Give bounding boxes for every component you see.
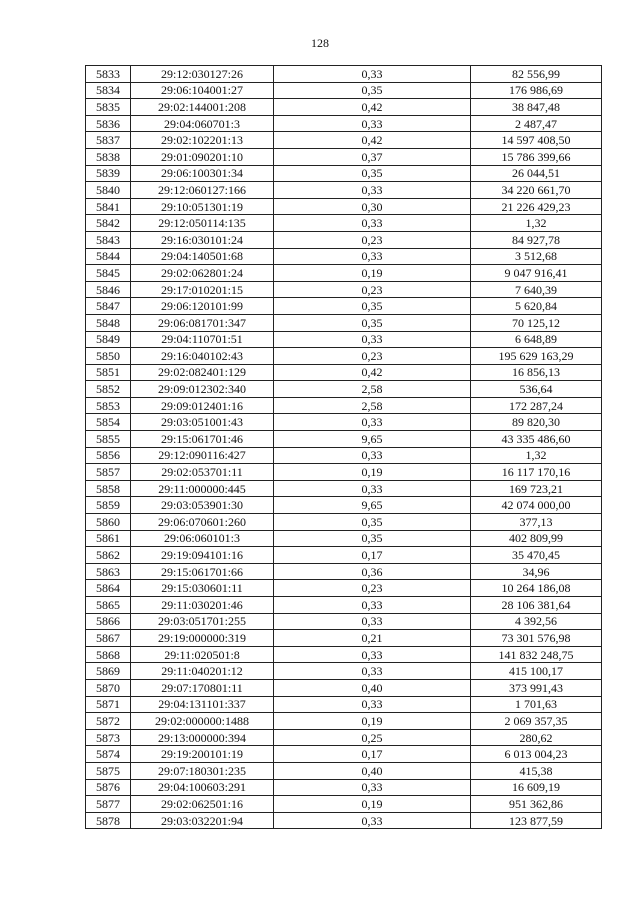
cadastral-number-cell: 29:04:131101:337 — [131, 696, 274, 713]
table-row — [86, 99, 602, 116]
cadastral-value-cell: 536,64 — [471, 381, 602, 398]
rate-cell: 0,33 — [274, 414, 471, 431]
cadastral-value-cell: 7 640,39 — [471, 281, 602, 298]
rate-cell: 0,33 — [274, 696, 471, 713]
cadastral-number-cell: 29:03:032201:94 — [131, 812, 274, 829]
cadastral-number-cell: 29:06:060101:3 — [131, 530, 274, 547]
row-number-cell: 5839 — [86, 165, 131, 182]
rate-cell: 0,33 — [274, 597, 471, 614]
table-row — [86, 779, 602, 796]
cadastral-number-cell: 29:02:000000:1488 — [131, 713, 274, 730]
cadastral-value-cell: 195 629 163,29 — [471, 348, 602, 365]
cadastral-number-cell: 29:12:030127:26 — [131, 66, 274, 83]
cadastral-value-cell: 43 335 486,60 — [471, 431, 602, 448]
row-number-cell: 5869 — [86, 663, 131, 680]
cadastral-value-cell: 176 986,69 — [471, 82, 602, 99]
cadastral-value-cell: 16 856,13 — [471, 364, 602, 381]
row-number-cell: 5876 — [86, 779, 131, 796]
row-number-cell: 5850 — [86, 348, 131, 365]
row-number-cell: 5840 — [86, 182, 131, 199]
row-number-cell: 5833 — [86, 66, 131, 83]
row-number-cell: 5873 — [86, 729, 131, 746]
cadastral-value-cell: 82 556,99 — [471, 66, 602, 83]
cadastral-number-cell: 29:02:062801:24 — [131, 265, 274, 282]
rate-cell: 0,17 — [274, 746, 471, 763]
table-row — [86, 597, 602, 614]
cadastral-value-cell: 5 620,84 — [471, 298, 602, 315]
cadastral-value-cell: 15 786 399,66 — [471, 148, 602, 165]
row-number-cell: 5859 — [86, 497, 131, 514]
rate-cell: 0,23 — [274, 281, 471, 298]
cadastral-value-cell: 42 074 000,00 — [471, 497, 602, 514]
table-row — [86, 663, 602, 680]
table-row — [86, 796, 602, 813]
table-row — [86, 431, 602, 448]
row-number-cell: 5847 — [86, 298, 131, 315]
row-number-cell: 5846 — [86, 281, 131, 298]
table-row — [86, 696, 602, 713]
cadastral-value-cell: 169 723,21 — [471, 480, 602, 497]
table-row — [86, 165, 602, 182]
table-row — [86, 182, 602, 199]
cadastral-value-cell: 123 877,59 — [471, 812, 602, 829]
cadastral-number-cell: 29:04:060701:3 — [131, 115, 274, 132]
row-number-cell: 5867 — [86, 630, 131, 647]
cadastral-number-cell: 29:15:030601:11 — [131, 580, 274, 597]
rate-cell: 0,42 — [274, 364, 471, 381]
rate-cell: 9,65 — [274, 431, 471, 448]
rate-cell: 2,58 — [274, 381, 471, 398]
rate-cell: 0,33 — [274, 480, 471, 497]
table-row — [86, 132, 602, 149]
cadastral-number-cell: 29:10:051301:19 — [131, 198, 274, 215]
row-number-cell: 5857 — [86, 464, 131, 481]
row-number-cell: 5871 — [86, 696, 131, 713]
cadastral-value-cell: 141 832 248,75 — [471, 646, 602, 663]
table-row — [86, 397, 602, 414]
table-row — [86, 148, 602, 165]
rate-cell: 0,36 — [274, 563, 471, 580]
rate-cell: 0,21 — [274, 630, 471, 647]
cadastral-number-cell: 29:02:062501:16 — [131, 796, 274, 813]
cadastral-number-cell: 29:04:100603:291 — [131, 779, 274, 796]
cadastral-number-cell: 29:04:140501:68 — [131, 248, 274, 265]
cadastral-number-cell: 29:12:050114:135 — [131, 215, 274, 232]
rate-cell: 0,33 — [274, 447, 471, 464]
cadastral-number-cell: 29:07:180301:235 — [131, 762, 274, 779]
table-row — [86, 348, 602, 365]
cadastral-value-cell: 84 927,78 — [471, 231, 602, 248]
cadastral-number-cell: 29:12:060127:166 — [131, 182, 274, 199]
cadastral-value-cell: 415,38 — [471, 762, 602, 779]
rate-cell: 0,35 — [274, 514, 471, 531]
row-number-cell: 5854 — [86, 414, 131, 431]
rate-cell: 0,17 — [274, 547, 471, 564]
row-number-cell: 5858 — [86, 480, 131, 497]
row-number-cell: 5841 — [86, 198, 131, 215]
rate-cell: 0,23 — [274, 231, 471, 248]
table-row — [86, 281, 602, 298]
cadastral-number-cell: 29:06:081701:347 — [131, 314, 274, 331]
table-row — [86, 713, 602, 730]
cadastral-number-cell: 29:15:061701:66 — [131, 563, 274, 580]
row-number-cell: 5856 — [86, 447, 131, 464]
row-number-cell: 5863 — [86, 563, 131, 580]
rate-cell: 0,35 — [274, 530, 471, 547]
cadastral-value-cell: 1,32 — [471, 447, 602, 464]
row-number-cell: 5843 — [86, 231, 131, 248]
cadastral-number-cell: 29:19:094101:16 — [131, 547, 274, 564]
row-number-cell: 5834 — [86, 82, 131, 99]
cadastral-number-cell: 29:07:170801:11 — [131, 679, 274, 696]
cadastral-number-cell: 29:06:100301:34 — [131, 165, 274, 182]
cadastral-value-cell: 26 044,51 — [471, 165, 602, 182]
cadastral-value-cell: 28 106 381,64 — [471, 597, 602, 614]
table-row — [86, 464, 602, 481]
table-row — [86, 231, 602, 248]
table-row — [86, 514, 602, 531]
cadastral-number-cell: 29:02:053701:11 — [131, 464, 274, 481]
row-number-cell: 5862 — [86, 547, 131, 564]
cadastral-number-cell: 29:11:030201:46 — [131, 597, 274, 614]
rate-cell: 0,33 — [274, 115, 471, 132]
table-row — [86, 812, 602, 829]
cadastral-value-cell: 21 226 429,23 — [471, 198, 602, 215]
cadastral-number-cell: 29:03:053901:30 — [131, 497, 274, 514]
table-row — [86, 265, 602, 282]
cadastral-number-cell: 29:04:110701:51 — [131, 331, 274, 348]
cadastral-value-cell: 89 820,30 — [471, 414, 602, 431]
cadastral-value-cell: 6 648,89 — [471, 331, 602, 348]
cadastral-number-cell: 29:15:061701:46 — [131, 431, 274, 448]
rate-cell: 0,40 — [274, 679, 471, 696]
row-number-cell: 5878 — [86, 812, 131, 829]
cadastral-value-cell: 34,96 — [471, 563, 602, 580]
table-row — [86, 82, 602, 99]
row-number-cell: 5877 — [86, 796, 131, 813]
table-row — [86, 198, 602, 215]
cadastral-value-cell: 16 609,19 — [471, 779, 602, 796]
cadastral-value-cell: 34 220 661,70 — [471, 182, 602, 199]
table-row — [86, 248, 602, 265]
row-number-cell: 5875 — [86, 762, 131, 779]
cadastral-number-cell: 29:13:000000:394 — [131, 729, 274, 746]
table-row — [86, 298, 602, 315]
cadastral-number-cell: 29:11:000000:445 — [131, 480, 274, 497]
row-number-cell: 5853 — [86, 397, 131, 414]
cadastral-value-cell: 951 362,86 — [471, 796, 602, 813]
table-row — [86, 215, 602, 232]
rate-cell: 0,19 — [274, 796, 471, 813]
row-number-cell: 5861 — [86, 530, 131, 547]
cadastral-number-cell: 29:01:090201:10 — [131, 148, 274, 165]
rate-cell: 0,33 — [274, 182, 471, 199]
cadastral-number-cell: 29:16:030101:24 — [131, 231, 274, 248]
rate-cell: 0,25 — [274, 729, 471, 746]
table-row — [86, 381, 602, 398]
row-number-cell: 5836 — [86, 115, 131, 132]
cadastral-number-cell: 29:11:040201:12 — [131, 663, 274, 680]
row-number-cell: 5844 — [86, 248, 131, 265]
rate-cell: 0,33 — [274, 613, 471, 630]
cadastral-number-cell: 29:06:104001:27 — [131, 82, 274, 99]
table-row — [86, 480, 602, 497]
rate-cell: 0,33 — [274, 779, 471, 796]
row-number-cell: 5835 — [86, 99, 131, 116]
row-number-cell: 5872 — [86, 713, 131, 730]
row-number-cell: 5851 — [86, 364, 131, 381]
rate-cell: 0,35 — [274, 314, 471, 331]
row-number-cell: 5852 — [86, 381, 131, 398]
rate-cell: 0,23 — [274, 348, 471, 365]
cadastral-value-cell: 38 847,48 — [471, 99, 602, 116]
page-number: 128 — [311, 36, 329, 50]
table-row — [86, 746, 602, 763]
rate-cell: 0,19 — [274, 464, 471, 481]
table-row — [86, 630, 602, 647]
cadastral-value-cell: 377,13 — [471, 514, 602, 531]
cadastral-value-cell: 6 013 004,23 — [471, 746, 602, 763]
cadastral-value-table — [85, 65, 602, 829]
cadastral-number-cell: 29:16:040102:43 — [131, 348, 274, 365]
row-number-cell: 5842 — [86, 215, 131, 232]
row-number-cell: 5837 — [86, 132, 131, 149]
cadastral-value-cell: 14 597 408,50 — [471, 132, 602, 149]
rate-cell: 0,30 — [274, 198, 471, 215]
cadastral-number-cell: 29:06:120101:99 — [131, 298, 274, 315]
table-row — [86, 364, 602, 381]
cadastral-value-cell: 9 047 916,41 — [471, 265, 602, 282]
cadastral-number-cell: 29:03:051001:43 — [131, 414, 274, 431]
cadastral-number-cell: 29:17:010201:15 — [131, 281, 274, 298]
cadastral-number-cell: 29:19:000000:319 — [131, 630, 274, 647]
rate-cell: 0,35 — [274, 298, 471, 315]
table-row — [86, 115, 602, 132]
rate-cell: 0,33 — [274, 215, 471, 232]
table-row — [86, 447, 602, 464]
cadastral-number-cell: 29:09:012302:340 — [131, 381, 274, 398]
cadastral-number-cell: 29:11:020501:8 — [131, 646, 274, 663]
cadastral-value-cell: 2 487,47 — [471, 115, 602, 132]
rate-cell: 0,42 — [274, 132, 471, 149]
table-row — [86, 314, 602, 331]
cadastral-number-cell: 29:02:102201:13 — [131, 132, 274, 149]
table-row — [86, 762, 602, 779]
cadastral-value-cell: 415 100,17 — [471, 663, 602, 680]
rate-cell: 0,33 — [274, 646, 471, 663]
rate-cell: 0,42 — [274, 99, 471, 116]
cadastral-number-cell: 29:02:144001:208 — [131, 99, 274, 116]
row-number-cell: 5855 — [86, 431, 131, 448]
table-row — [86, 646, 602, 663]
cadastral-value-cell: 1 701,63 — [471, 696, 602, 713]
cadastral-number-cell: 29:12:090116:427 — [131, 447, 274, 464]
rate-cell: 0,33 — [274, 66, 471, 83]
cadastral-value-cell: 172 287,24 — [471, 397, 602, 414]
cadastral-number-cell: 29:19:200101:19 — [131, 746, 274, 763]
row-number-cell: 5874 — [86, 746, 131, 763]
rate-cell: 0,23 — [274, 580, 471, 597]
table-row — [86, 580, 602, 597]
cadastral-value-cell: 35 470,45 — [471, 547, 602, 564]
cadastral-value-cell: 402 809,99 — [471, 530, 602, 547]
row-number-cell: 5845 — [86, 265, 131, 282]
cadastral-number-cell: 29:09:012401:16 — [131, 397, 274, 414]
row-number-cell: 5868 — [86, 646, 131, 663]
cadastral-value-cell: 2 069 357,35 — [471, 713, 602, 730]
table-row — [86, 530, 602, 547]
table-body — [86, 66, 602, 829]
cadastral-value-cell: 1,32 — [471, 215, 602, 232]
row-number-cell: 5860 — [86, 514, 131, 531]
row-number-cell: 5865 — [86, 597, 131, 614]
cadastral-number-cell: 29:06:070601:260 — [131, 514, 274, 531]
cadastral-value-cell: 73 301 576,98 — [471, 630, 602, 647]
cadastral-value-cell: 4 392,56 — [471, 613, 602, 630]
cadastral-value-cell: 373 991,43 — [471, 679, 602, 696]
rate-cell: 0,33 — [274, 812, 471, 829]
cadastral-value-cell: 3 512,68 — [471, 248, 602, 265]
table-row — [86, 497, 602, 514]
table-row — [86, 613, 602, 630]
rate-cell: 0,33 — [274, 663, 471, 680]
row-number-cell: 5870 — [86, 679, 131, 696]
table-row — [86, 679, 602, 696]
row-number-cell: 5838 — [86, 148, 131, 165]
row-number-cell: 5866 — [86, 613, 131, 630]
rate-cell: 0,37 — [274, 148, 471, 165]
table-row — [86, 547, 602, 564]
row-number-cell: 5864 — [86, 580, 131, 597]
table-row — [86, 729, 602, 746]
rate-cell: 2,58 — [274, 397, 471, 414]
rate-cell: 0,33 — [274, 248, 471, 265]
table-row — [86, 331, 602, 348]
rate-cell: 0,19 — [274, 265, 471, 282]
rate-cell: 0,19 — [274, 713, 471, 730]
rate-cell: 0,33 — [274, 331, 471, 348]
cadastral-value-cell: 16 117 170,16 — [471, 464, 602, 481]
table-row — [86, 66, 602, 83]
rate-cell: 0,40 — [274, 762, 471, 779]
rate-cell: 0,35 — [274, 165, 471, 182]
cadastral-number-cell: 29:02:082401:129 — [131, 364, 274, 381]
row-number-cell: 5848 — [86, 314, 131, 331]
table-row — [86, 563, 602, 580]
row-number-cell: 5849 — [86, 331, 131, 348]
cadastral-value-cell: 10 264 186,08 — [471, 580, 602, 597]
cadastral-number-cell: 29:03:051701:255 — [131, 613, 274, 630]
table-row — [86, 414, 602, 431]
cadastral-value-cell: 280,62 — [471, 729, 602, 746]
rate-cell: 9,65 — [274, 497, 471, 514]
rate-cell: 0,35 — [274, 82, 471, 99]
cadastral-value-cell: 70 125,12 — [471, 314, 602, 331]
